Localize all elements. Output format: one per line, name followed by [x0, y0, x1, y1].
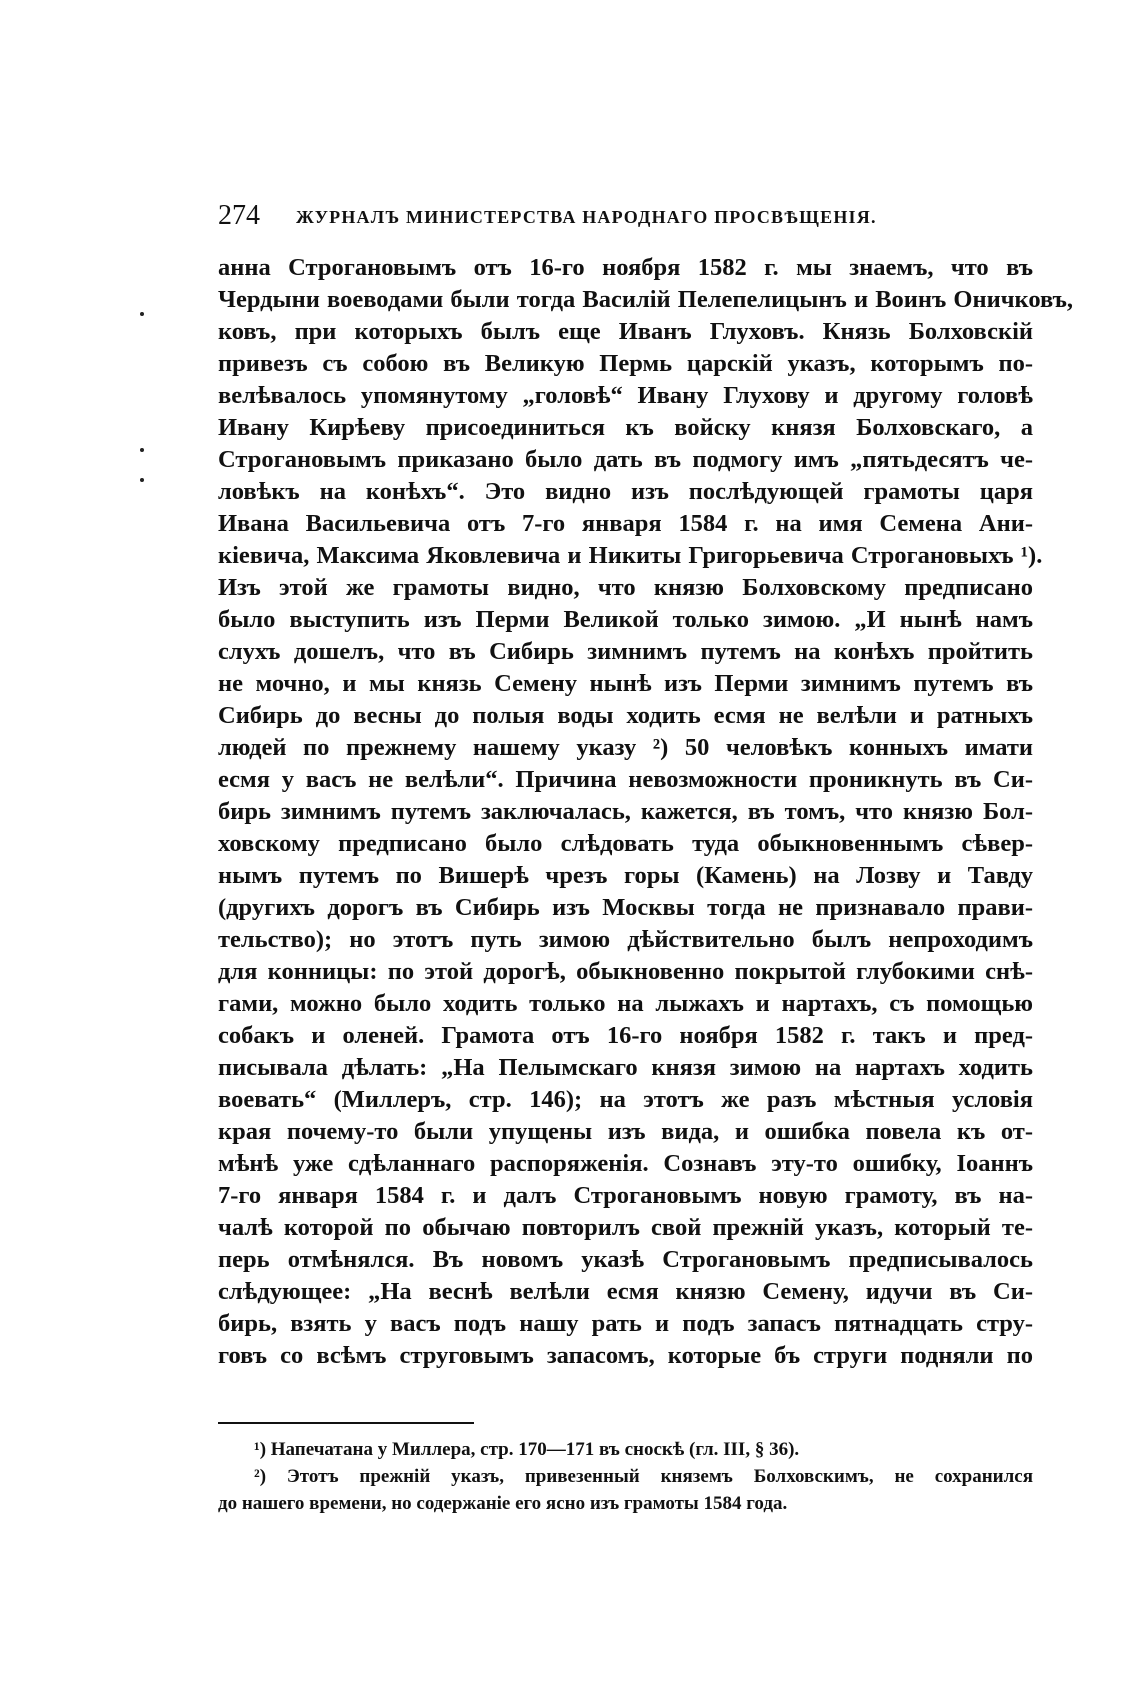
text-line: для конницы: по этой дорогѣ, обыкновенно покрытой глубокими снѣ-: [218, 958, 1033, 985]
text-line: есмя у васъ не велѣли“. Причина невозможности проникнуть въ Си-: [218, 766, 1033, 793]
margin-speck: [140, 448, 144, 452]
text-line: собакъ и оленей. Грамота отъ 16-го ноября 1582 г. такъ и пред-: [218, 1022, 1033, 1049]
text-line: гами, можно было ходить только на лыжахъ и нартахъ, съ помощью: [218, 990, 1033, 1017]
text-line: края почему-то были упущены изъ вида, и ошибка повела къ от-: [218, 1118, 1033, 1145]
text-line: нымъ путемъ по Вишерѣ чрезъ горы (Камень) на Лозву и Тавду: [218, 862, 1033, 889]
text-line: велѣвалось упомянутому „головѣ“ Ивану Глухову и другому головѣ: [218, 382, 1033, 409]
text-line: воевать“ (Миллеръ, стр. 146); на этотъ же разъ мѣстныя условія: [218, 1086, 1033, 1113]
body-text: [218, 252, 1073, 1372]
footnote-rule: [218, 1422, 474, 1424]
text-line: слѣдующее: „На веснѣ велѣли есмя князю Семену, идучи въ Си-: [218, 1278, 1033, 1305]
text-line: тельство); но этотъ путь зимою дѣйствительно былъ непроходимъ: [218, 926, 1033, 953]
text-line: Ивану Кирѣеву присоединиться къ войску князя Болховскаго, а: [218, 414, 1033, 441]
text-line: 7-го января 1584 г. и далъ Строгановымъ новую грамоту, въ на-: [218, 1182, 1033, 1209]
text-line: мѣнѣ уже сдѣланнаго распоряженія. Сознавъ эту-то ошибку, Іоаннъ: [218, 1150, 1033, 1177]
text-line: ховскому предписано было слѣдовать туда обыкновеннымъ сѣвер-: [218, 830, 1033, 857]
footnote-2-line-1: ²) Этотъ прежній указъ, привезенный княземъ Болховскимъ, не сохранился: [254, 1466, 1033, 1487]
text-line: слухъ дошелъ, что въ Сибирь зимнимъ путемъ на конѣхъ пройтить: [218, 638, 1033, 665]
journal-title: ЖУРНАЛЪ МИНИСТЕРСТВА НАРОДНАГО ПРОСВѢЩЕНІЯ.: [296, 207, 877, 227]
text-line: (другихъ дорогъ въ Сибирь изъ Москвы тогда не признавало прави-: [218, 894, 1033, 921]
running-head: [218, 196, 1033, 236]
text-line: людей по прежнему нашему указу ²) 50 человѣкъ конныхъ имати: [218, 734, 1033, 761]
text-line: перь отмѣнялся. Въ новомъ указѣ Строгановымъ предписывалось: [218, 1246, 1033, 1273]
footnote-2-line-2: до нашего времени, но содержаніе его ясно изъ грамоты 1584 года.: [218, 1493, 788, 1514]
text-line: чалѣ которой по обычаю повторилъ свой прежній указъ, который те-: [218, 1214, 1033, 1241]
text-line: ловѣкъ на конѣхъ“. Это видно изъ послѣдующей грамоты царя: [218, 478, 1033, 505]
page-number: 274: [218, 200, 260, 231]
text-line: не мочно, и мы князь Семену нынѣ изъ Перми зимнимъ путемъ въ: [218, 670, 1033, 697]
text-line: писывала дѣлать: „На Пелымскаго князя зимою на нартахъ ходить: [218, 1054, 1033, 1081]
text-line: анна Строгановымъ отъ 16-го ноября 1582 г. мы знаемъ, что въ: [218, 254, 1033, 281]
text-line: привезъ съ собою въ Великую Пермь царскій указъ, которымъ по-: [218, 350, 1033, 377]
margin-speck: [140, 312, 144, 316]
footnotes: [218, 1436, 1033, 1517]
text-line: Ивана Васильевича отъ 7-го января 1584 г. на имя Семена Ани-: [218, 510, 1033, 537]
margin-speck: [140, 478, 144, 482]
text-line: Чердыни воеводами были тогда Василій Пелепелицынъ и Воинъ Оничковъ,: [218, 286, 1073, 313]
text-line: Изъ этой же грамоты видно, что князю Болховскому предписано: [218, 574, 1033, 601]
text-line: бирь зимнимъ путемъ заключалась, кажется, въ томъ, что князю Бол-: [218, 798, 1033, 825]
footnote-1: ¹) Напечатана у Миллера, стр. 170—171 въ сноскѣ (гл. III, § 36).: [254, 1439, 800, 1460]
text-line: говъ со всѣмъ струговымъ запасомъ, которые бъ струги подняли по: [218, 1342, 1033, 1369]
text-line: ковъ, при которыхъ былъ еще Иванъ Глуховъ. Князь Болховскій: [218, 318, 1033, 345]
text-line: бирь, взять у васъ подъ нашу рать и подъ запасъ пятнадцать стру-: [218, 1310, 1033, 1337]
text-line: кіевича, Максима Яковлевича и Никиты Григорьевича Строгановыхъ ¹).: [218, 542, 1043, 569]
text-line: Сибирь до весны до полыя воды ходить есмя не велѣли и ратныхъ: [218, 702, 1033, 729]
text-line: Строгановымъ приказано было дать въ подмогу имъ „пятьдесятъ че-: [218, 446, 1033, 473]
text-line: было выступить изъ Перми Великой только зимою. „И нынѣ намъ: [218, 606, 1033, 633]
